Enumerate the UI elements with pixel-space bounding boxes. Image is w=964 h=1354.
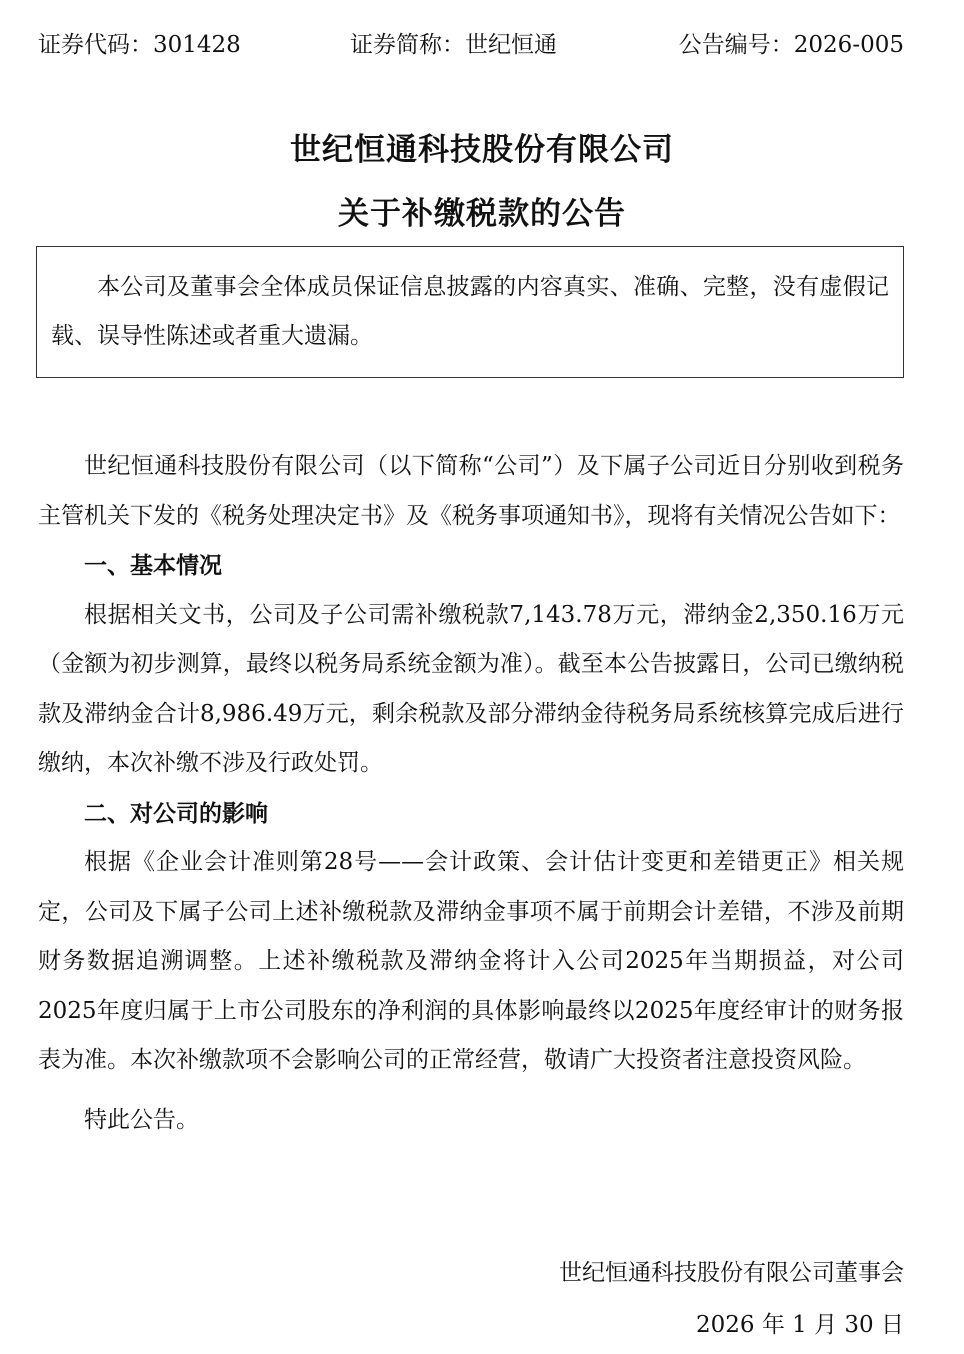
board-signature: 世纪恒通科技股份有限公司董事会: [559, 1260, 904, 1286]
company-title: 世纪恒通科技股份有限公司: [290, 132, 674, 168]
stock-code: 证券代码：301428: [38, 32, 241, 58]
disclosure-statement-text: 本公司及董事会全体成员保证信息披露的内容真实、准确、完整，没有虚假记载、误导性陈述或者重大遗漏。: [51, 274, 889, 349]
header-line: [38, 28, 904, 62]
announcement-date: 2026 年 1 月 30 日: [696, 1312, 904, 1338]
section-2-heading: 二、对公司的影响: [84, 799, 268, 827]
announcement-number: 公告编号：2026-005: [678, 32, 904, 58]
section-2-paragraph: 根据《企业会计准则第28号——会计政策、会计估计变更和差错更正》相关规定，公司及下属子公司上述补缴税款及滞纳金事项不属于前期会计差错，不涉及前期财务数据追溯调整。上述补缴税款及滞纳金将计入公司2025年当期损益，对公司2025年度归属于上市公司股东的净利润的具体影响最终以2025年度经审计的财务报表为准。本次补缴款项不会影响公司的正常经营，敬请广大投资者注意投资风险。: [38, 849, 904, 1073]
announcement-title: 关于补缴税款的公告: [338, 196, 626, 232]
stock-short-name: 证券简称：世纪恒通: [350, 32, 557, 58]
closing-statement: 特此公告。: [84, 1106, 199, 1133]
announcement-body: [38, 442, 904, 1145]
section-1-heading: 一、基本情况: [84, 552, 222, 579]
section-1-paragraph: 根据相关文书，公司及子公司需补缴税款7,143.78万元，滞纳金2,350.16万元（金额为初步测算，最终以税务局系统金额为准）。截至本公告披露日，公司已缴纳税款及滞纳金合计8,986.49万元，剩余税款及部分滞纳金待税务局系统核算完成后进行缴纳，本次补缴不涉及行政处罚。: [38, 601, 904, 776]
disclosure-statement-box: [36, 246, 904, 378]
intro-paragraph: 世纪恒通科技股份有限公司（以下简称“公司”）及下属子公司近日分别收到税务主管机关下发的《税务处理决定书》及《税务事项通知书》，现将有关情况公告如下：: [38, 453, 904, 529]
